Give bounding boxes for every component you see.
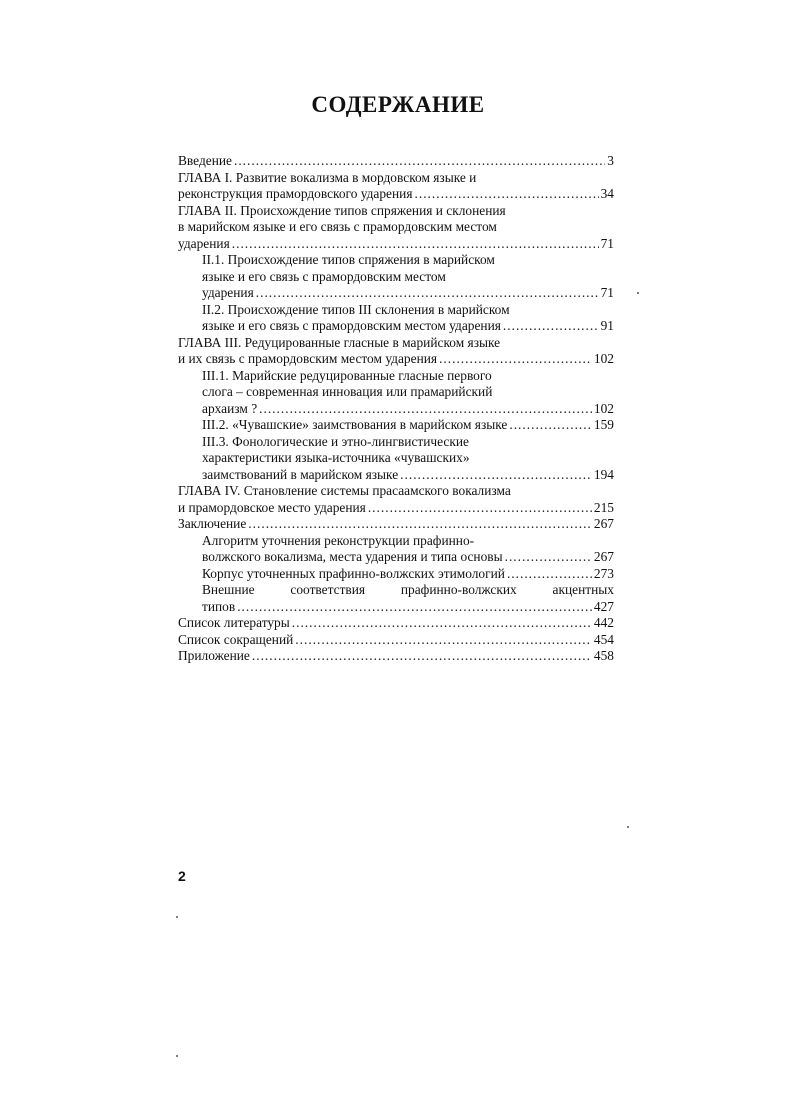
toc-entry-text: и их связь с прамордовским местом ударения bbox=[178, 351, 438, 366]
scan-speck bbox=[637, 292, 639, 294]
toc-entry-text: в марийском языке и его связь с прамордовским местом bbox=[178, 219, 497, 234]
toc-entry-text: типов bbox=[202, 598, 236, 614]
toc-entry-text: Введение bbox=[178, 153, 232, 168]
toc-entry-section-3-3 bbox=[178, 434, 614, 484]
dot-leader bbox=[507, 566, 592, 583]
toc-entry-chapter-3 bbox=[178, 335, 614, 368]
dot-leader bbox=[237, 599, 592, 616]
dot-leader bbox=[400, 467, 592, 484]
dot-leader bbox=[295, 632, 592, 649]
toc-entry-text: ударения bbox=[178, 235, 230, 251]
toc-entry-abbreviations bbox=[178, 632, 614, 649]
dot-leader bbox=[503, 318, 599, 335]
toc-entry-text: ГЛАВА II. Происхождение типов спряжения и склонения bbox=[178, 202, 506, 218]
dot-leader bbox=[232, 236, 599, 253]
toc-page-number: 427 bbox=[593, 598, 614, 614]
toc-entry-chapter-2 bbox=[178, 203, 614, 253]
toc-entry-text: ГЛАВА IV. Становление системы прасаамского вокализма bbox=[178, 483, 511, 498]
toc-page-number: 102 bbox=[593, 351, 614, 366]
toc-entry-intro bbox=[178, 153, 614, 170]
toc-page-number: 34 bbox=[600, 186, 614, 201]
toc-entry-word: прафинно-волжских bbox=[400, 582, 517, 597]
toc-page-number: 267 bbox=[593, 549, 614, 564]
dot-leader bbox=[439, 351, 592, 368]
toc-entry-algorithm bbox=[178, 533, 614, 566]
dot-leader bbox=[505, 549, 592, 566]
dot-leader bbox=[292, 615, 592, 632]
toc-entry-text: Алгоритм уточнения реконструкции прафинно- bbox=[202, 532, 475, 548]
toc-entry-word: акцентных bbox=[552, 582, 614, 597]
toc-entry-text: языке и его связь с прамордовским местом bbox=[202, 268, 446, 284]
page-title: СОДЕРЖАНИЕ bbox=[311, 92, 485, 117]
dot-leader bbox=[248, 516, 592, 533]
toc-entry-text: заимствований в марийском языке bbox=[202, 466, 399, 482]
toc-entry-literature bbox=[178, 615, 614, 632]
dot-leader bbox=[415, 186, 599, 203]
toc-page-number: 442 bbox=[593, 615, 614, 630]
toc-entry-text: II.2. Происхождение типов III склонения в марийском bbox=[202, 301, 510, 317]
toc-page-number: 3 bbox=[607, 153, 614, 168]
toc-entry-text: III.3. Фонологические и этно-лингвистические bbox=[202, 433, 469, 449]
toc-entry-text: Приложение bbox=[178, 648, 250, 663]
toc-entry-text: ГЛАВА I. Развитие вокализма в мордовском языке и bbox=[178, 169, 477, 185]
toc-entry-word: Внешние bbox=[202, 582, 255, 597]
toc-entry-chapter-1 bbox=[178, 170, 614, 203]
toc-entry-text: ГЛАВА III. Редуцированные гласные в марийском языке bbox=[178, 334, 501, 350]
scan-speck bbox=[176, 1055, 178, 1057]
toc-entry-text: ударения bbox=[202, 285, 254, 300]
toc-page-number: 71 bbox=[600, 235, 614, 251]
toc-entry-text: Список сокращений bbox=[178, 631, 294, 647]
toc-page-number: 215 bbox=[593, 499, 614, 515]
toc-page-number: 194 bbox=[593, 466, 614, 482]
toc-page-number: 454 bbox=[593, 631, 614, 647]
toc-entry-section-2-1 bbox=[178, 252, 614, 302]
toc-entry-corpus bbox=[178, 566, 614, 583]
toc-entry-section-3-1 bbox=[178, 368, 614, 418]
dot-leader bbox=[509, 417, 592, 434]
toc-entry-chapter-4 bbox=[178, 483, 614, 516]
toc-entry-section-3-2 bbox=[178, 417, 614, 434]
toc-entry-text: волжского вокализма, места ударения и типа основы bbox=[202, 549, 503, 564]
toc-entry-text: III.2. «Чувашские» заимствования в марийском языке bbox=[202, 417, 508, 432]
toc-entry-text: Список литературы bbox=[178, 615, 290, 630]
scan-speck bbox=[627, 826, 629, 828]
dot-leader bbox=[259, 401, 592, 418]
dot-leader bbox=[368, 500, 592, 517]
toc-entry-external bbox=[178, 582, 614, 615]
toc-entry-text: Корпус уточненных прафинно-волжских этимологий bbox=[202, 565, 505, 581]
toc-page-number: 91 bbox=[600, 318, 614, 333]
toc-entry-text: характеристики языка-источника «чувашских» bbox=[202, 450, 470, 465]
toc-entry-text: и прамордовское место ударения bbox=[178, 499, 366, 515]
page-number: 2 bbox=[178, 868, 186, 884]
dot-leader bbox=[256, 285, 599, 302]
toc-entry-text: реконструкция прамордовского ударения bbox=[178, 186, 413, 201]
toc-entry-text: слога – современная инновация или прамарийский bbox=[202, 384, 493, 399]
toc-entry-text: Заключение bbox=[178, 516, 247, 531]
toc-entry-appendix bbox=[178, 648, 614, 665]
toc-page-number: 159 bbox=[593, 417, 614, 432]
toc-entry-text: языке и его связь с прамордовским местом ударения bbox=[202, 318, 501, 333]
toc-entry-section-2-2 bbox=[178, 302, 614, 335]
dot-leader bbox=[252, 648, 592, 665]
toc-page-number: 71 bbox=[600, 285, 614, 300]
scan-speck bbox=[176, 916, 178, 918]
toc-page-number: 267 bbox=[593, 516, 614, 531]
toc-entry-text: архаизм ? bbox=[202, 400, 258, 416]
toc-entry-word: соответствия bbox=[290, 582, 366, 597]
toc-page-number: 458 bbox=[593, 648, 614, 663]
toc-page-number: 102 bbox=[593, 400, 614, 416]
table-of-contents bbox=[178, 153, 614, 665]
toc-entry-text: II.1. Происхождение типов спряжения в марийском bbox=[202, 252, 495, 267]
toc-page-number: 273 bbox=[593, 565, 614, 581]
toc-entry-text: III.1. Марийские редуцированные гласные первого bbox=[202, 367, 492, 383]
toc-entry-conclusion bbox=[178, 516, 614, 533]
dot-leader bbox=[234, 153, 605, 170]
